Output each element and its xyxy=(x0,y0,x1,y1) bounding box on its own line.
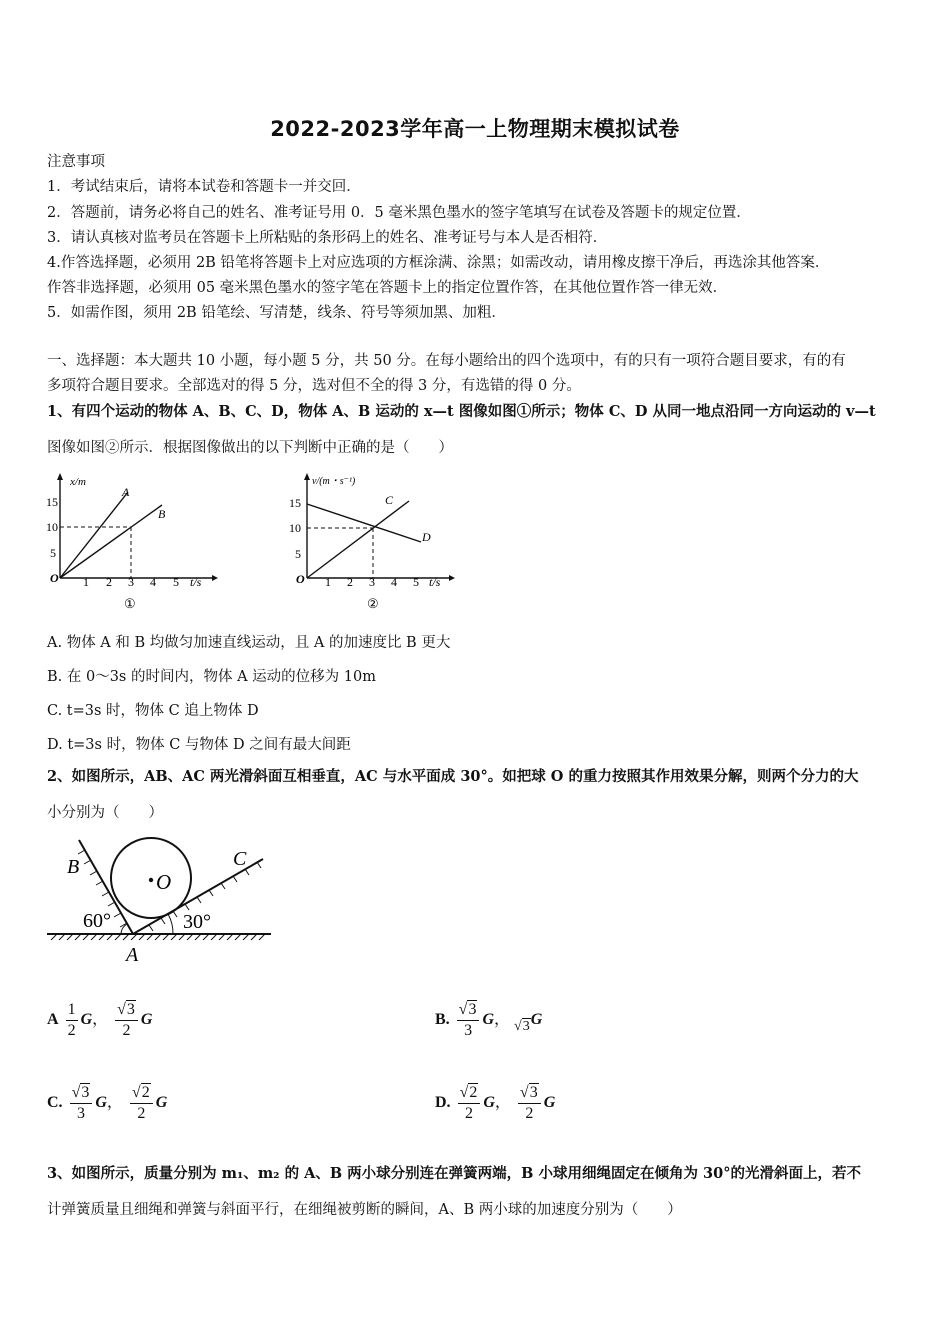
fraction xyxy=(457,1000,480,1041)
sqrt xyxy=(520,1083,539,1103)
x-tick-label: 3 xyxy=(369,575,375,589)
q2-option-d[interactable] xyxy=(435,1083,555,1124)
g-symbol: G xyxy=(95,1094,107,1112)
separator: ， xyxy=(106,1094,123,1112)
y-axis-label: v/(m・s⁻¹) xyxy=(312,476,356,487)
option-a[interactable]: A. 物体 A 和 B 均做匀加速直线运动，且 A 的加速度比 B 更大 xyxy=(47,635,451,651)
sqrt xyxy=(459,1000,478,1020)
x-axis-label: t/s xyxy=(190,575,202,589)
denominator: 2 xyxy=(67,1022,76,1039)
line-b xyxy=(60,505,162,578)
g-symbol: G xyxy=(483,1094,495,1112)
y-tick-label: 10 xyxy=(289,521,301,535)
option-letter: C. xyxy=(47,1094,63,1112)
radicand: 3 xyxy=(522,1019,530,1035)
fraction xyxy=(66,1000,78,1041)
numerator xyxy=(458,1083,481,1104)
angle-label-60: 60° xyxy=(83,910,111,932)
sqrt-sign: √ xyxy=(117,1001,126,1018)
numerator xyxy=(70,1083,93,1104)
denominator: 2 xyxy=(137,1105,146,1122)
fraction xyxy=(115,1000,138,1041)
label-a: A xyxy=(126,944,139,966)
numerator xyxy=(115,1000,138,1021)
denominator: 3 xyxy=(464,1022,473,1039)
radicand: 3 xyxy=(468,1001,477,1018)
radicand: 2 xyxy=(469,1084,478,1101)
q2-option-c[interactable] xyxy=(47,1083,167,1124)
graph-caption: ② xyxy=(367,596,379,611)
origin-label: O xyxy=(50,571,59,585)
q2-option-a[interactable] xyxy=(47,1000,152,1041)
notice-item: 1．考试结束后，请将本试卷和答题卡一并交回． xyxy=(47,179,361,195)
g-symbol: G xyxy=(543,1094,556,1112)
y-tick-label: 10 xyxy=(46,520,58,534)
g-symbol: G xyxy=(155,1094,168,1112)
radicand: 3 xyxy=(81,1084,90,1101)
vt-graph xyxy=(283,470,463,615)
g-symbol: G xyxy=(530,1011,543,1029)
g-symbol: G xyxy=(482,1011,495,1029)
sqrt-sign: √ xyxy=(131,1084,141,1101)
fraction xyxy=(70,1083,93,1124)
question-3-stem: 计弹簧质量且细绳和弹簧与斜面平行，在细绳被剪断的瞬间，A、B 两小球的加速度分别为（ ） xyxy=(47,1202,682,1218)
angle-label-30: 30° xyxy=(183,911,211,933)
origin-label: O xyxy=(296,572,305,586)
notice-item: 4.作答选择题，必须用 2B 铅笔将答题卡上对应选项的方框涂满、涂黑；如需改动，请用橡皮擦干净后，再选涂其他答案． xyxy=(47,255,830,271)
y-tick-label: 5 xyxy=(295,547,301,561)
line-b-label: B xyxy=(158,507,166,521)
option-letter: D. xyxy=(435,1094,451,1112)
line-a xyxy=(60,492,128,578)
x-axis-arrow xyxy=(212,575,218,581)
x-tick-label: 5 xyxy=(173,575,179,589)
label-o: O xyxy=(156,870,172,894)
line-d-label: D xyxy=(422,530,431,544)
line-a-label: A xyxy=(122,485,130,499)
sqrt xyxy=(132,1083,151,1103)
option-b[interactable]: B. 在 0～3s 的时间内，物体 A 运动的位移为 10m xyxy=(47,669,376,685)
q2-option-b[interactable] xyxy=(435,1000,542,1041)
question-3-stem: 3、如图所示，质量分别为 m₁、m₂ 的 A、B 两小球分别连在弹簧两端，B 小球用细绳固定在倾角为 30°的光滑斜面上，若不 xyxy=(47,1165,861,1182)
separator: ， xyxy=(494,1011,511,1029)
y-axis-arrow xyxy=(304,473,310,480)
x-axis-arrow xyxy=(449,575,455,581)
denominator: 2 xyxy=(525,1105,534,1122)
sqrt-sign: √ xyxy=(514,1019,522,1035)
denominator: 2 xyxy=(122,1022,131,1039)
x-tick-label: 5 xyxy=(413,575,419,589)
fraction xyxy=(458,1083,481,1124)
x-tick-label: 1 xyxy=(83,575,89,589)
line-c xyxy=(307,501,409,578)
numerator xyxy=(130,1083,153,1104)
sqrt xyxy=(460,1083,479,1103)
x-tick-label: 4 xyxy=(150,575,156,589)
fraction xyxy=(130,1083,153,1124)
sqrt-sign: √ xyxy=(71,1084,81,1101)
notice-heading: 注意事项 xyxy=(47,154,105,170)
notice-item: 作答非选择题，必须用 05 毫米黑色墨水的签字笔在答题卡上的指定位置作答，在其他位置作答一律无效． xyxy=(47,280,728,296)
x-tick-label: 3 xyxy=(128,575,134,589)
radicand: 3 xyxy=(529,1084,538,1101)
label-b: B xyxy=(67,856,80,878)
option-d[interactable]: D. t=3s 时，物体 C 与物体 D 之间有最大间距 xyxy=(47,737,351,753)
line-c-label: C xyxy=(385,493,394,507)
sqrt-sign: √ xyxy=(459,1084,469,1101)
notice-item: 5．如需作图，须用 2B 铅笔绘、写清楚，线条、符号等须加黑、加粗． xyxy=(47,305,506,321)
x-tick-label: 1 xyxy=(325,575,331,589)
sqrt xyxy=(72,1083,91,1103)
g-symbol: G xyxy=(140,1011,153,1029)
y-axis-arrow xyxy=(57,473,63,480)
inclined-planes-figure xyxy=(45,830,275,968)
y-tick-label: 15 xyxy=(46,495,58,509)
question-1-stem: 1、有四个运动的物体 A、B、C、D，物体 A、B 运动的 x—t 图像如图①所示；物体 C、D 从同一地点沿同一方向运动的 v—t xyxy=(47,403,876,420)
separator: ， xyxy=(494,1094,511,1112)
angle-arc-30 xyxy=(168,914,173,934)
radicand: 3 xyxy=(126,1001,135,1018)
question-2-stem: 小分别为（ ） xyxy=(47,805,163,821)
denominator: 3 xyxy=(76,1105,85,1122)
numerator xyxy=(457,1000,480,1021)
graph-caption: ① xyxy=(124,596,136,611)
fraction xyxy=(518,1083,541,1124)
sqrt-sign: √ xyxy=(458,1001,468,1018)
line-d xyxy=(307,504,421,542)
x-tick-label: 2 xyxy=(106,575,112,589)
page-title: 2022-2023学年高一上物理期末模拟试卷 xyxy=(270,117,680,141)
separator: ， xyxy=(92,1011,109,1029)
notice-item: 3．请认真核对监考员在答题卡上所粘贴的条形码上的姓名、准考证号与本人是否相符． xyxy=(47,230,608,246)
x-axis-label: t/s xyxy=(429,575,441,589)
xt-graph xyxy=(40,470,220,615)
sqrt-sign: √ xyxy=(519,1084,529,1101)
numerator xyxy=(518,1083,541,1104)
option-letter: A xyxy=(47,1011,59,1029)
question-1-stem: 图像如图②所示．根据图像做出的以下判断中正确的是（ ） xyxy=(47,440,453,456)
y-tick-label: 15 xyxy=(289,496,301,510)
denominator: 2 xyxy=(464,1105,473,1122)
y-axis-label: x/m xyxy=(70,476,86,488)
y-tick-label: 5 xyxy=(50,546,56,560)
option-c[interactable]: C. t=3s 时，物体 C 追上物体 D xyxy=(47,703,259,719)
sqrt xyxy=(514,1019,531,1035)
x-tick-label: 4 xyxy=(391,575,397,589)
x-tick-label: 2 xyxy=(347,575,353,589)
section-instructions: 多项符合题目要求。全部选对的得 5 分，选对但不全的得 3 分，有选错的得 0 分。 xyxy=(47,378,581,394)
option-letter: B. xyxy=(435,1011,450,1029)
ball-center xyxy=(149,878,153,882)
sqrt xyxy=(117,1000,136,1020)
radicand: 2 xyxy=(141,1084,150,1101)
question-2-stem: 2、如图所示，AB、AC 两光滑斜面互相垂直，AC 与水平面成 30°。如把球 O 的重力按照其作用效果分解，则两个分力的大 xyxy=(47,768,859,785)
section-instructions: 一、选择题：本大题共 10 小题，每小题 5 分，共 50 分。在每小题给出的四个选项中，有的只有一项符合题目要求，有的有 xyxy=(47,353,846,369)
numerator: 1 xyxy=(66,1000,78,1021)
g-symbol: G xyxy=(80,1011,93,1029)
label-c: C xyxy=(233,848,247,870)
notice-item: 2．答题前，请务必将自己的姓名、准考证号用 0．5 毫米黑色墨水的签字笔填写在试卷及答题卡的规定位置． xyxy=(47,205,751,221)
